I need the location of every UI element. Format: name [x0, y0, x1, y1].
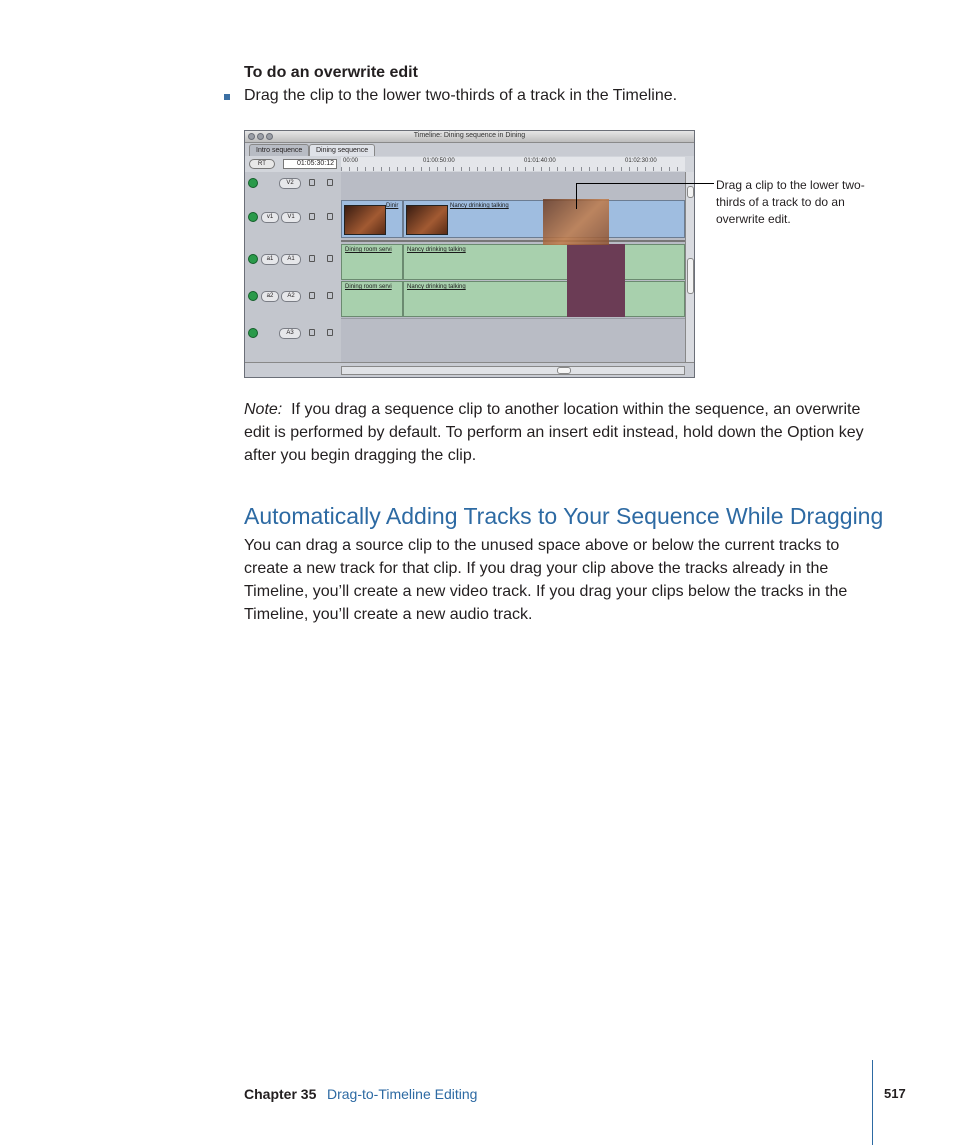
procedure-title: To do an overwrite edit: [244, 64, 418, 81]
audio-clip[interactable]: [341, 281, 403, 317]
track-a1-dest[interactable]: a1: [261, 254, 279, 265]
track-v2-source[interactable]: V2: [279, 178, 301, 189]
clip-label: Dinir: [386, 203, 399, 209]
overwrite-region: [567, 244, 625, 317]
lock-icon[interactable]: [309, 213, 315, 220]
audio-clip[interactable]: [403, 281, 685, 317]
track-divider: [341, 318, 685, 319]
procedure-step-text: Drag the clip to the lower two-thirds of a track in the Timeline.: [244, 87, 678, 104]
ruler-label: 01:02:30:00: [625, 158, 657, 164]
timeline-window: [244, 130, 695, 378]
track-a2-dest[interactable]: a2: [261, 291, 279, 302]
autoselect-icon[interactable]: [327, 255, 333, 262]
footer-divider: [872, 1060, 873, 1145]
note-text: If you drag a sequence clip to another location within the sequence, an overwrite edit is performed by default. To perform an insert edit instead, hold down the Option key after you begin dragging the clip.: [244, 401, 864, 464]
clip-label: Nancy drinking talking: [407, 247, 466, 253]
callout-leader-line: [576, 183, 714, 184]
horizontal-scrollbar[interactable]: [341, 366, 685, 375]
autoselect-icon[interactable]: [327, 292, 333, 299]
tab-dining-sequence[interactable]: Dining sequence: [309, 144, 375, 156]
ruler-label: 00:00: [343, 158, 359, 164]
track-visibility-icon[interactable]: [248, 212, 258, 222]
track-v1-source[interactable]: V1: [281, 212, 301, 223]
clip-label: Nancy drinking talking: [407, 284, 466, 290]
speaker-icon[interactable]: [248, 328, 258, 338]
clip-label: Dining room servi: [345, 284, 392, 290]
footer-chapter-title: Drag-to-Timeline Editing: [327, 1086, 478, 1102]
speaker-icon[interactable]: [248, 291, 258, 301]
callout-text: Drag a clip to the lower two-thirds of a track to do an overwrite edit.: [716, 178, 865, 226]
timeline-titlebar: [245, 131, 694, 143]
ruler-label: 01:00:50:00: [423, 158, 455, 164]
rt-button[interactable]: RT: [249, 159, 275, 169]
track-v1-dest[interactable]: v1: [261, 212, 279, 223]
track-a2-source[interactable]: A2: [281, 291, 301, 302]
track-visibility-icon[interactable]: [248, 178, 258, 188]
autoselect-icon[interactable]: [327, 213, 333, 220]
track-a3-source[interactable]: A3: [279, 328, 301, 339]
track-headers: [245, 172, 342, 362]
vertical-scrollbar[interactable]: [685, 172, 695, 362]
timeline-window-title: Timeline: Dining sequence in Dining: [413, 132, 526, 139]
note-label: Note:: [244, 401, 283, 418]
section-heading: Automatically Adding Tracks to Your Sequence While Dragging: [244, 503, 884, 529]
clip-label: Dining room servi: [345, 247, 392, 253]
timeline-bottom-bar: [245, 362, 694, 378]
bullet-icon: [224, 94, 230, 100]
video-clip[interactable]: [341, 200, 403, 238]
speaker-icon[interactable]: [248, 254, 258, 264]
scroll-thumb[interactable]: [557, 367, 571, 374]
video-audio-divider: [341, 240, 685, 242]
scroll-thumb[interactable]: [687, 186, 694, 198]
lock-icon[interactable]: [309, 179, 315, 186]
clip-label: Nancy drinking talking: [450, 203, 509, 209]
callout-leader-line: [576, 183, 577, 209]
timecode-field[interactable]: 01:05:30:12: [283, 159, 337, 169]
audio-clip[interactable]: [341, 244, 403, 280]
note-paragraph: [244, 398, 884, 467]
timeline-tracks[interactable]: [341, 172, 685, 362]
scroll-thumb[interactable]: [687, 258, 694, 294]
lock-icon[interactable]: [309, 329, 315, 336]
ruler-label: 01:01:40:00: [524, 158, 556, 164]
tab-intro-sequence[interactable]: Intro sequence: [249, 144, 309, 156]
page-number: 517: [884, 1086, 906, 1101]
lock-icon[interactable]: [309, 255, 315, 262]
clip-thumbnail: [406, 205, 448, 235]
lock-icon[interactable]: [309, 292, 315, 299]
clip-thumbnail: [344, 205, 386, 235]
timeline-ruler[interactable]: [341, 157, 685, 171]
autoselect-icon[interactable]: [327, 179, 333, 186]
autoselect-icon[interactable]: [327, 329, 333, 336]
footer-chapter: Chapter 35: [244, 1086, 317, 1102]
audio-clip[interactable]: [403, 244, 685, 280]
track-a1-source[interactable]: A1: [281, 254, 301, 265]
section-body: You can drag a source clip to the unused space above or below the current tracks to create a new track for that clip. If you drag your clip above the tracks already in the Timeline, you’ll create a new video track. If you drag your clips below the tracks in the Timeline, you’ll create a new audio track.: [244, 537, 848, 623]
